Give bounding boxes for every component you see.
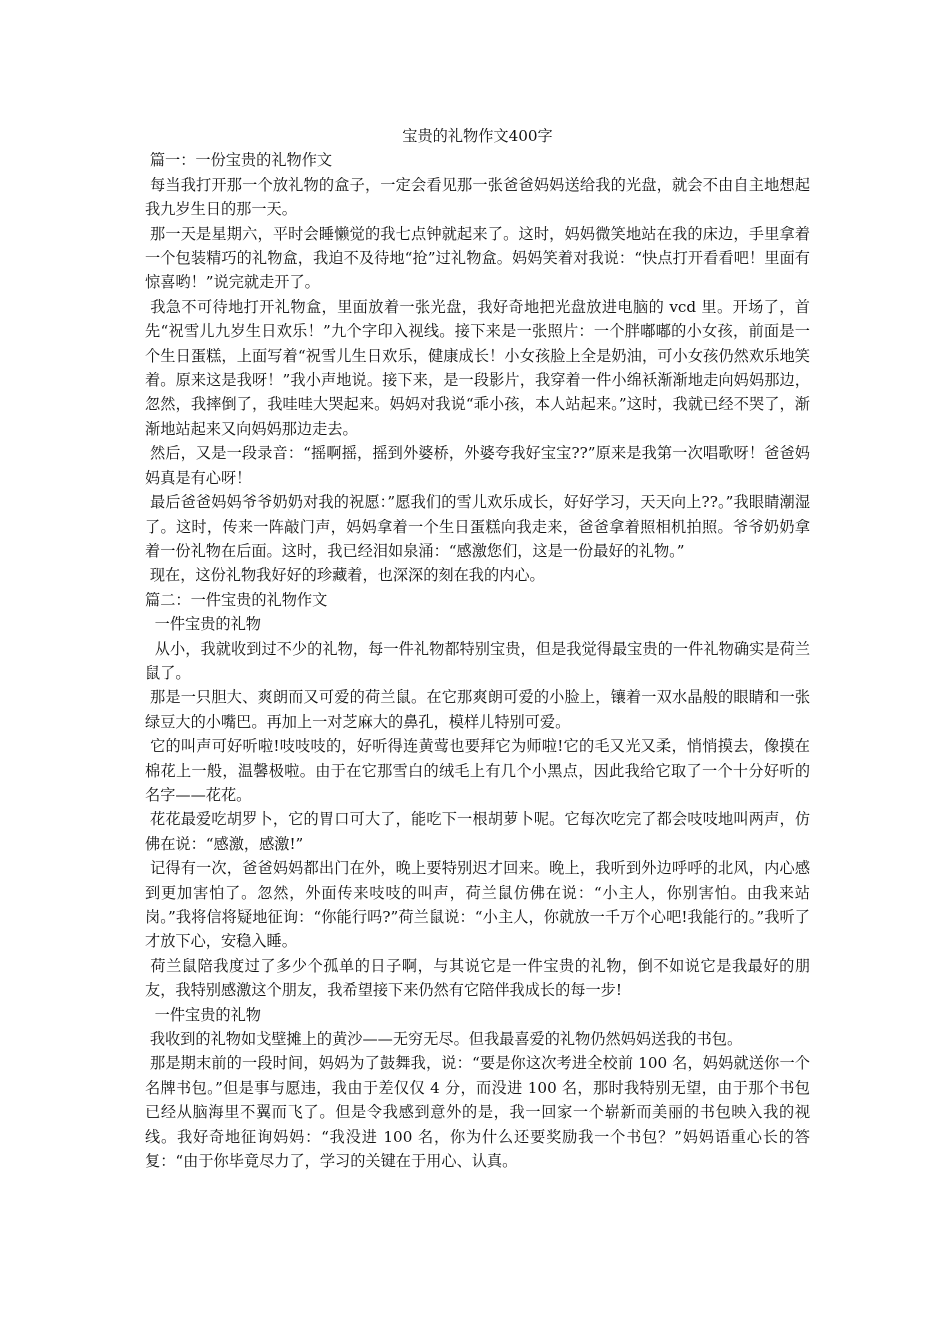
paragraph: 我收到的礼物如戈壁摊上的黄沙——无穷无尽。但我最喜爱的礼物仍然妈妈送我的书包。 <box>145 1030 743 1049</box>
paragraph: 从小，我就收到过不少的礼物，每一件礼物都特别宝贵，但是我觉得最宝贵的一件礼物确实是荷兰鼠了。 <box>145 639 811 682</box>
paragraph: 那是一只胆大、爽朗而又可爱的荷兰鼠。在它那爽朗可爱的小脸上，镶着一双水晶般的眼睛和一张绿豆大的小嘴巴。再加上一对芝麻大的鼻孔，模样儿特别可爱。 <box>145 688 811 731</box>
paragraph: 篇二：一件宝贵的礼物作文 <box>145 590 328 609</box>
paragraph: 我急不可待地打开礼物盒，里面放着一张光盘，我好奇地把光盘放进电脑的 vcd 里。开场了，首先“祝雪儿九岁生日欢乐！”九个字印入视线。接下来是一张照片：一个胖嘟嘟的小女孩，前面是一个生日蛋糕，上面写着“祝雪儿生日欢乐，健康成长！小女孩脸上全是奶油，可小女孩仍然欢乐地笑着。原来这是我呀！”我小声地说。接下来，是一段影片，我穿着一件小绵袄渐渐地走向妈妈那边，忽然，我摔倒了，我哇哇大哭起来。妈妈对我说“乖小孩，本人站起来。”这时，我就已经不哭了，渐渐地站起来又向妈妈那边走去。 <box>145 297 810 438</box>
document-page <box>145 124 810 1173</box>
paragraph: 它的叫声可好听啦!吱吱吱的，好听得连黄莺也要拜它为师啦!它的毛又光又柔，悄悄摸去，像摸在棉花上一般，温馨极啦。由于在它那雪白的绒毛上有几个小黑点，因此我给它取了一个十分好听的名字——花花。 <box>145 737 810 804</box>
paragraph: 那一天是星期六，平时会睡懒觉的我七点钟就起来了。这时，妈妈微笑地站在我的床边，手里拿着一个包装精巧的礼物盒，我迫不及待地“抢”过礼物盒。妈妈笑着对我说：“快点打开看看吧！里面有惊喜哟！”说完就走开了。 <box>145 224 811 292</box>
paragraph: 记得有一次，爸爸妈妈都出门在外，晚上要特别迟才回来。晚上，我听到外边呼呼的北风，内心感到更加害怕了。忽然，外面传来吱吱的叫声，荷兰鼠仿佛在说：“小主人，你别害怕。由我来站岗。”我将信将疑地征询：“你能行吗?”荷兰鼠说：“小主人，你就放一千万个心吧!我能行的。”我听了才放下心，安稳入睡。 <box>145 859 811 951</box>
paragraph: 一件宝贵的礼物 <box>145 615 261 634</box>
document-body <box>145 148 810 1173</box>
paragraph: 花花最爱吃胡罗卜，它的胃口可大了，能吃下一根胡萝卜呢。它每次吃完了都会吱吱地叫两声，仿佛在说：“感激，感激!” <box>145 810 811 853</box>
paragraph: 篇一：一份宝贵的礼物作文 <box>145 151 333 170</box>
paragraph: 每当我打开那一个放礼物的盒子，一定会看见那一张爸爸妈妈送给我的光盘，就会不由自主地想起我九岁生日的那一天。 <box>145 175 811 219</box>
paragraph: 那是期末前的一段时间，妈妈为了鼓舞我，说：“要是你这次考进全校前 100 名，妈妈就送你一个名牌书包。”但是事与愿违，我由于差仅仅 4 分，而没进 100 名，那时我特别无望，由于那个书包已经从脑海里不翼而飞了。但是令我感到意外的是，我一回家一个崭新而美丽的书包映入我的视线。我好奇地征询妈妈：“我没进 100 名，你为什么还要奖励我一个书包？”妈妈语重心长的答复：“由于你毕竟尽力了，学习的关键在于用心、认真。 <box>145 1054 810 1171</box>
paragraph: 然后，又是一段录音：“摇啊摇，摇到外婆桥，外婆夸我好宝宝??”原来是我第一次唱歌呀！爸爸妈妈真是有心呀！ <box>145 444 810 487</box>
paragraph: 最后爸爸妈妈爷爷奶奶对我的祝愿：”愿我们的雪儿欢乐成长，好好学习，天天向上??。”我眼睛潮湿了。这时，传来一阵敲门声，妈妈拿着一个生日蛋糕向我走来，爸爸拿着照相机拍照。爷爷奶奶拿着一份礼物在后面。这时，我已经泪如泉涌：“感激您们，这是一份最好的礼物。” <box>145 493 811 560</box>
document-title: 宝贵的礼物作文400字 <box>402 127 553 145</box>
paragraph: 一件宝贵的礼物 <box>145 1005 261 1024</box>
paragraph: 荷兰鼠陪我度过了多少个孤单的日子啊，与其说它是一件宝贵的礼物，倒不如说它是我最好的朋友，我特别感激这个朋友，我希望接下来仍然有它陪伴我成长的每一步! <box>145 956 811 1000</box>
paragraph: 现在，这份礼物我好好的珍藏着，也深深的刻在我的内心。 <box>145 566 545 585</box>
